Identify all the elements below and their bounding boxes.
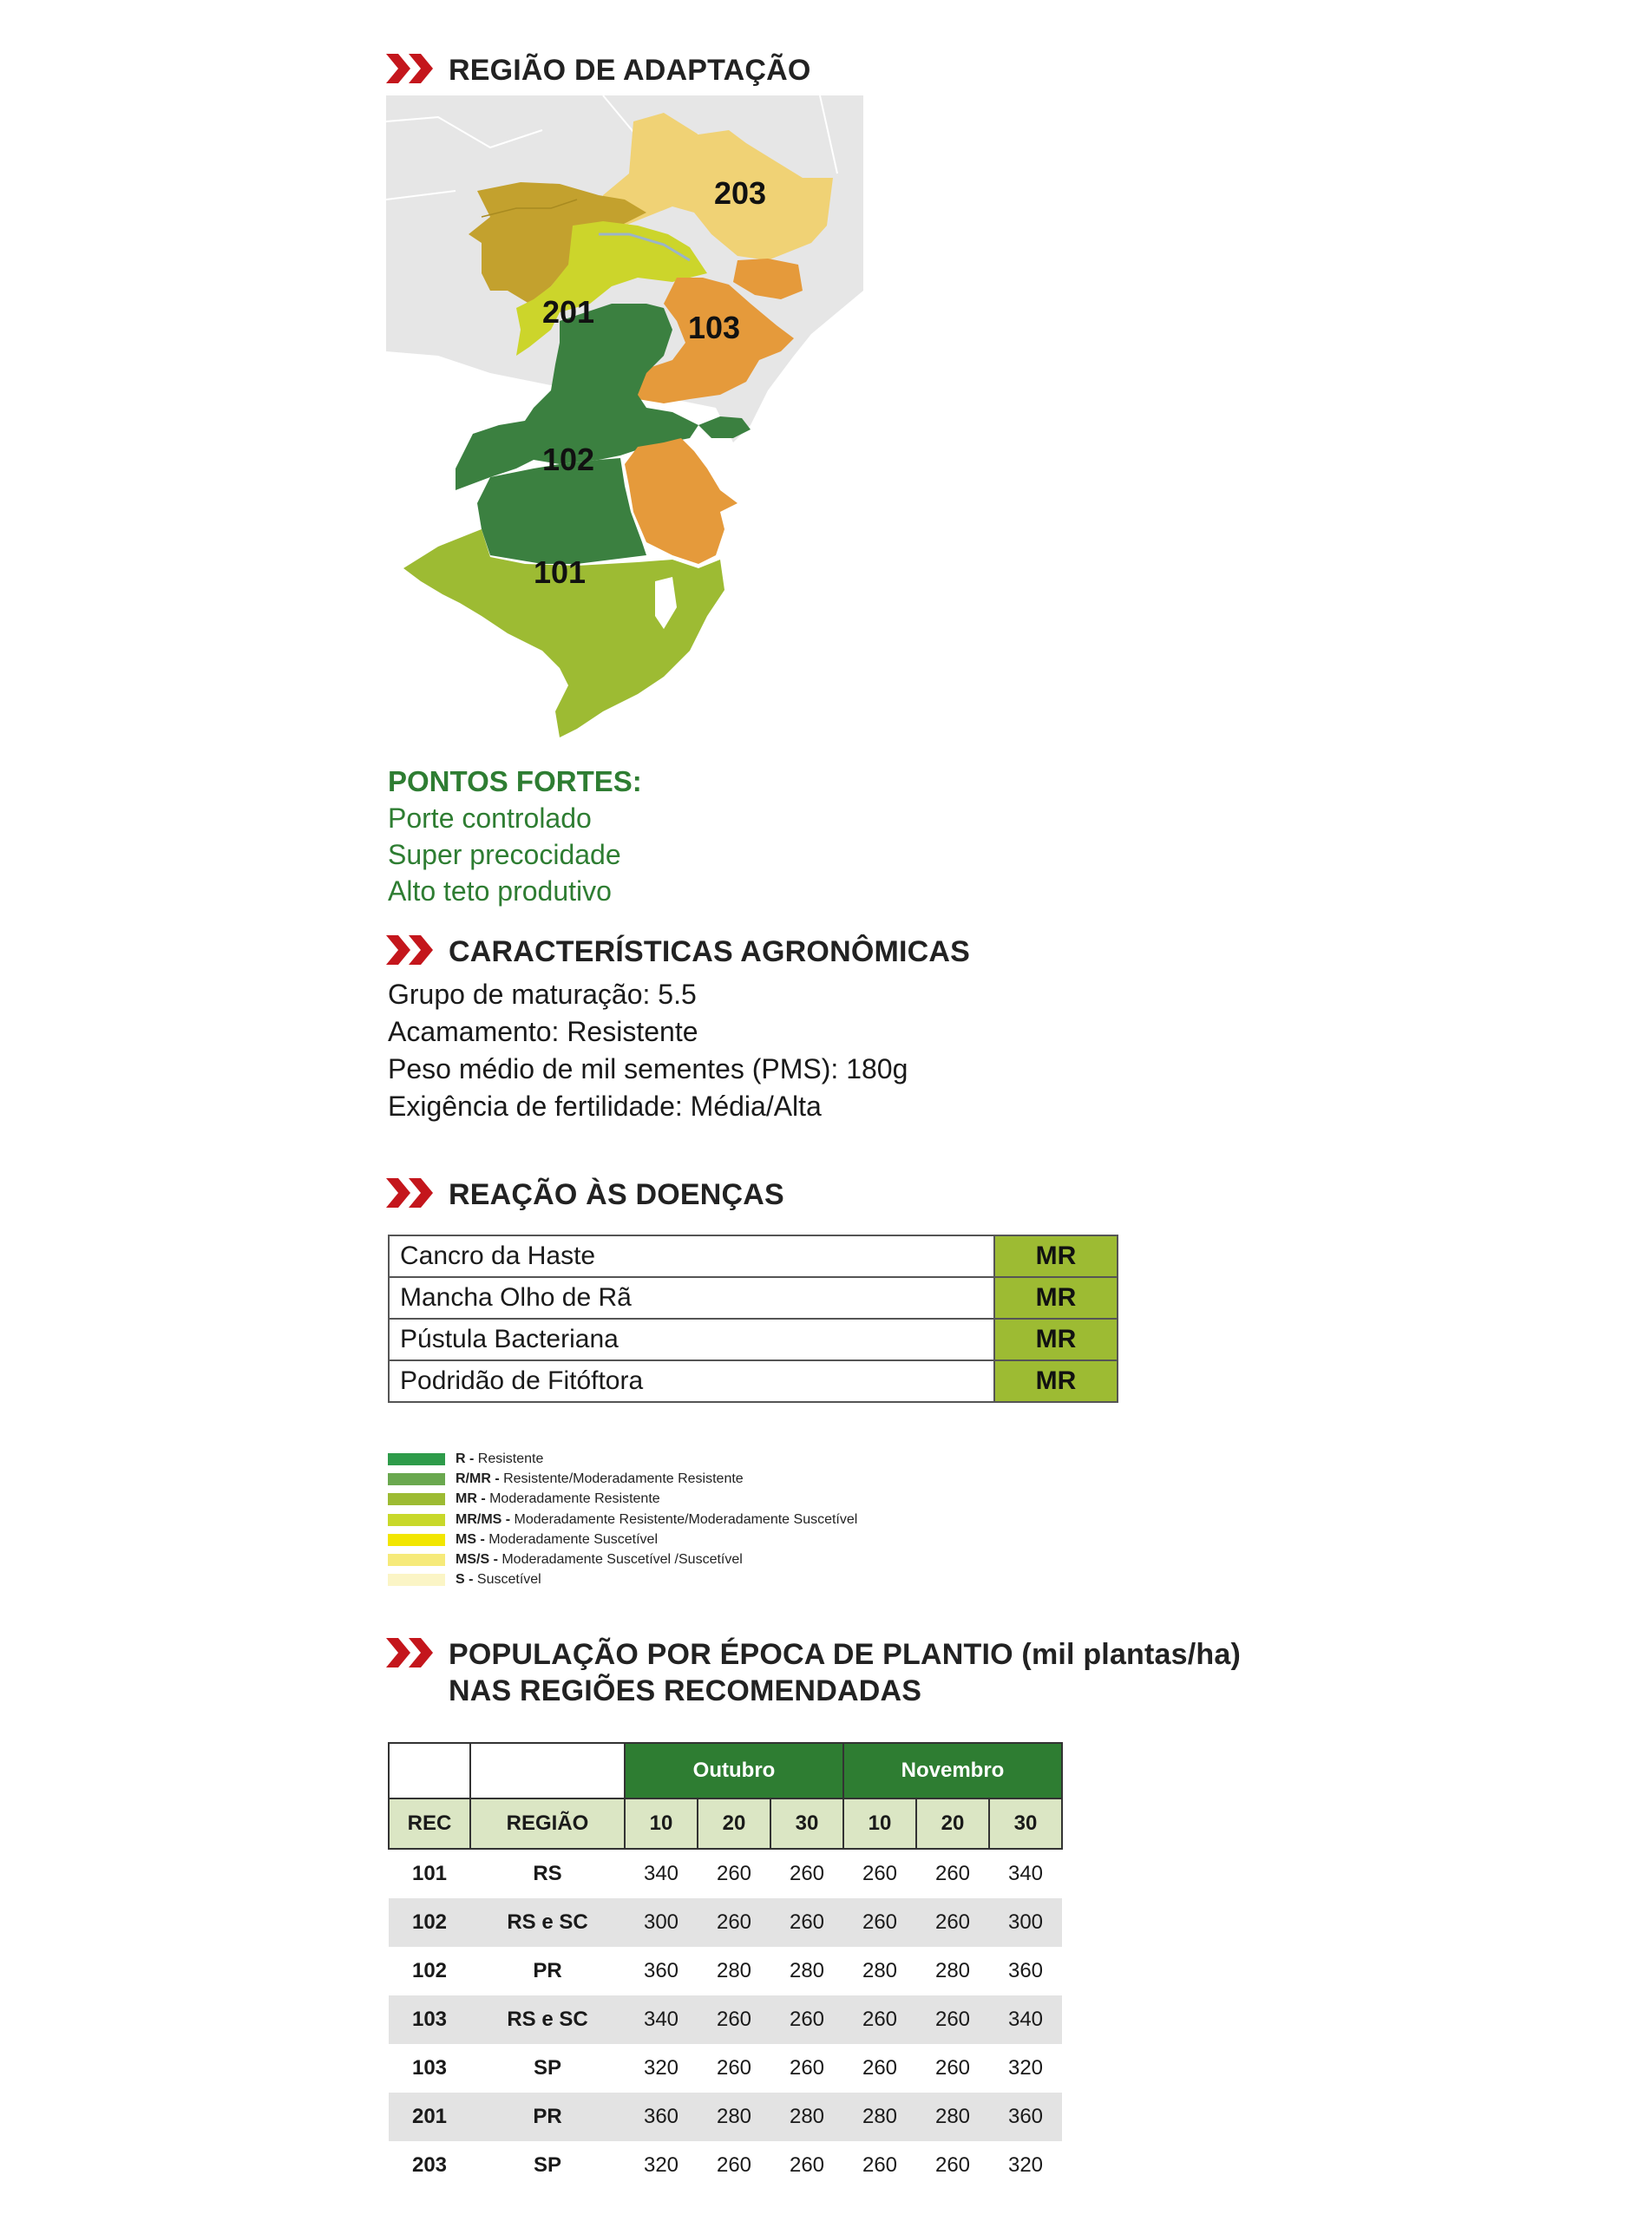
legend-code: MS/S -: [456, 1552, 498, 1568]
table-row: [389, 1235, 1118, 1277]
population-value-cell: 280: [934, 1959, 971, 1982]
map-label-201: 201: [541, 294, 595, 330]
map-label-102: 102: [541, 442, 595, 477]
population-value-cell: 260: [789, 2056, 825, 2080]
map-label-203: 203: [713, 175, 767, 211]
double-chevron-icon: [386, 54, 436, 83]
population-value-cell: 260: [789, 2153, 825, 2177]
disease-reaction: MR: [994, 1360, 1118, 1402]
table-row: [389, 1360, 1118, 1402]
region-cell: PR: [470, 2093, 625, 2141]
rec-cell: 101: [411, 1862, 448, 1885]
population-value-cell: 340: [625, 1995, 698, 2044]
strength-item: Porte controlado: [388, 803, 592, 834]
month-header-october: Outubro: [625, 1743, 843, 1798]
legend-desc: Suscetível: [473, 1572, 541, 1588]
population-value-cell: 260: [698, 1898, 770, 1947]
legend-desc: Resistente/Moderadamente Resistente: [499, 1471, 744, 1486]
legend-swatch: [388, 1453, 445, 1465]
population-value-cell: 320: [643, 2153, 679, 2177]
day-header: 20: [698, 1798, 770, 1849]
table-row: [389, 1947, 1062, 1995]
population-value-cell: 280: [789, 1959, 825, 1982]
population-value-cell: 260: [862, 2153, 898, 2177]
population-value-cell: 320: [1007, 2056, 1044, 2080]
population-value-cell: 260: [789, 1862, 825, 1885]
day-header: 10: [625, 1798, 698, 1849]
rec-cell: 102: [389, 1898, 470, 1947]
population-value-cell: 280: [698, 2093, 770, 2141]
agro-item-maturation: Grupo de maturação: 5.5: [388, 979, 697, 1010]
population-value-cell: 360: [625, 2093, 698, 2141]
disease-name: Mancha Olho de Rã: [389, 1277, 994, 1319]
disease-table: [388, 1235, 1118, 1403]
population-value-cell: 280: [843, 2093, 916, 2141]
table-row: [389, 1849, 1062, 1898]
population-value-cell: 340: [989, 1995, 1062, 2044]
legend-item: [388, 1510, 857, 1530]
population-value-cell: 360: [643, 1959, 679, 1982]
rec-cell: 201: [389, 2093, 470, 2141]
day-header: 30: [989, 1798, 1062, 1849]
legend-swatch: [388, 1534, 445, 1546]
strength-item: Alto teto produtivo: [388, 875, 612, 907]
day-header: 30: [770, 1798, 843, 1849]
population-value-cell: 260: [770, 1995, 843, 2044]
empty-header-cell: [389, 1743, 470, 1798]
population-value-cell: 260: [716, 1862, 752, 1885]
population-value-cell: 260: [716, 2153, 752, 2177]
month-header-november: Novembro: [843, 1743, 1062, 1798]
population-value-cell: 260: [862, 2056, 898, 2080]
population-value-cell: 340: [1007, 1862, 1044, 1885]
table-row: [389, 2141, 1062, 2190]
agro-item-seed-weight: Peso médio de mil sementes (PMS): 180g: [388, 1053, 908, 1084]
rec-cell: 103: [411, 2056, 448, 2080]
rec-header: REC: [389, 1798, 470, 1849]
population-value-cell: 300: [625, 1898, 698, 1947]
rec-cell: 103: [389, 1995, 470, 2044]
legend-item: [388, 1490, 857, 1510]
table-row: [389, 1277, 1118, 1319]
legend-code: R/MR -: [456, 1471, 500, 1486]
disease-title: REAÇÃO ÀS DOENÇAS: [449, 1178, 784, 1211]
population-value-cell: 260: [843, 1898, 916, 1947]
population-value-cell: 260: [862, 1862, 898, 1885]
population-value-cell: 320: [1007, 2153, 1044, 2177]
population-value-cell: 340: [643, 1862, 679, 1885]
population-value-cell: 260: [916, 1995, 989, 2044]
legend-item: [388, 1570, 857, 1590]
agro-section-title: [386, 934, 970, 970]
disease-reaction: MR: [994, 1277, 1118, 1319]
strengths-heading: PONTOS FORTES:: [388, 765, 642, 797]
disease-name: Cancro da Haste: [389, 1235, 994, 1277]
legend-code: R -: [456, 1451, 475, 1466]
region-title: REGIÃO DE ADAPTAÇÃO: [449, 54, 811, 87]
population-section-title: [386, 1636, 1241, 1709]
population-value-cell: 260: [934, 2056, 971, 2080]
table-row: [389, 1995, 1062, 2044]
legend-swatch: [388, 1554, 445, 1566]
legend-desc: Moderadamente Resistente: [485, 1491, 660, 1507]
map-label-103: 103: [687, 310, 741, 345]
table-row: [389, 2044, 1062, 2093]
table-row: [389, 2093, 1062, 2141]
disease-reaction: MR: [994, 1235, 1118, 1277]
double-chevron-icon: [386, 1178, 436, 1208]
population-value-cell: 280: [716, 1959, 752, 1982]
population-value-cell: 260: [934, 1862, 971, 1885]
rec-cell: 203: [411, 2153, 448, 2177]
disease-name: Pústula Bacteriana: [389, 1319, 994, 1360]
population-value-cell: 360: [989, 2093, 1062, 2141]
region-cell: PR: [533, 1959, 562, 1982]
disease-name: Podridão de Fitóftora: [389, 1360, 994, 1402]
population-value-cell: 260: [843, 1995, 916, 2044]
population-value-cell: 320: [643, 2056, 679, 2080]
legend-item: [388, 1449, 857, 1469]
population-title-line1: POPULAÇÃO POR ÉPOCA DE PLANTIO (mil plantas/ha): [449, 1638, 1242, 1671]
population-value-cell: 260: [770, 1898, 843, 1947]
population-value-cell: 260: [934, 2153, 971, 2177]
legend-item: [388, 1530, 857, 1549]
rec-cell: 102: [411, 1959, 448, 1982]
double-chevron-icon: [386, 1638, 436, 1667]
day-header: 10: [843, 1798, 916, 1849]
population-value-cell: 280: [770, 2093, 843, 2141]
legend-swatch: [388, 1514, 445, 1526]
region-cell: RS: [533, 1862, 562, 1885]
legend-item: [388, 1469, 857, 1489]
disease-section-title: [386, 1176, 784, 1213]
map-label-101: 101: [533, 554, 587, 590]
strength-item: Super precocidade: [388, 839, 621, 870]
legend-code: S -: [456, 1572, 474, 1588]
population-title-line2: NAS REGIÕES RECOMENDADAS: [449, 1674, 922, 1707]
legend-desc: Resistente: [474, 1451, 544, 1466]
empty-header-cell: [470, 1743, 625, 1798]
region-cell: RS e SC: [470, 1995, 625, 2044]
population-value-cell: 280: [862, 1959, 898, 1982]
population-table: [388, 1742, 1063, 2190]
legend-swatch: [388, 1574, 445, 1586]
legend-swatch: [388, 1473, 445, 1485]
double-chevron-icon: [386, 935, 436, 965]
region-cell: RS e SC: [470, 1898, 625, 1947]
population-value-cell: 260: [916, 1898, 989, 1947]
agro-item-fertility: Exigência de fertilidade: Média/Alta: [388, 1091, 822, 1122]
disease-reaction: MR: [994, 1319, 1118, 1360]
population-value-cell: 260: [716, 2056, 752, 2080]
population-value-cell: 300: [989, 1898, 1062, 1947]
legend-item: [388, 1549, 857, 1569]
legend-desc: Moderadamente Suscetível: [484, 1531, 658, 1547]
legend-code: MS -: [456, 1531, 485, 1547]
table-row: [389, 1898, 1062, 1947]
region-cell: SP: [533, 2153, 561, 2177]
agronomic-list: [388, 976, 908, 1125]
legend-code: MR -: [456, 1491, 486, 1507]
population-value-cell: 280: [916, 2093, 989, 2141]
region-cell: SP: [533, 2056, 561, 2080]
region-header: REGIÃO: [470, 1798, 625, 1849]
agro-item-lodging: Acamamento: Resistente: [388, 1016, 698, 1047]
population-value-cell: 260: [698, 1995, 770, 2044]
adaptation-region-map: [386, 95, 863, 737]
legend-desc: Moderadamente Suscetível /Suscetível: [497, 1552, 743, 1568]
population-value-cell: 360: [1007, 1959, 1044, 1982]
strengths-block: [388, 763, 642, 909]
reaction-legend: [388, 1449, 857, 1590]
region-section-title: [386, 52, 810, 88]
legend-desc: Moderadamente Resistente/Moderadamente Suscetível: [510, 1511, 858, 1527]
table-row: [389, 1319, 1118, 1360]
agro-title: CARACTERÍSTICAS AGRONÔMICAS: [449, 935, 971, 968]
legend-code: MR/MS -: [456, 1511, 511, 1527]
day-header: 20: [916, 1798, 989, 1849]
legend-swatch: [388, 1493, 445, 1505]
